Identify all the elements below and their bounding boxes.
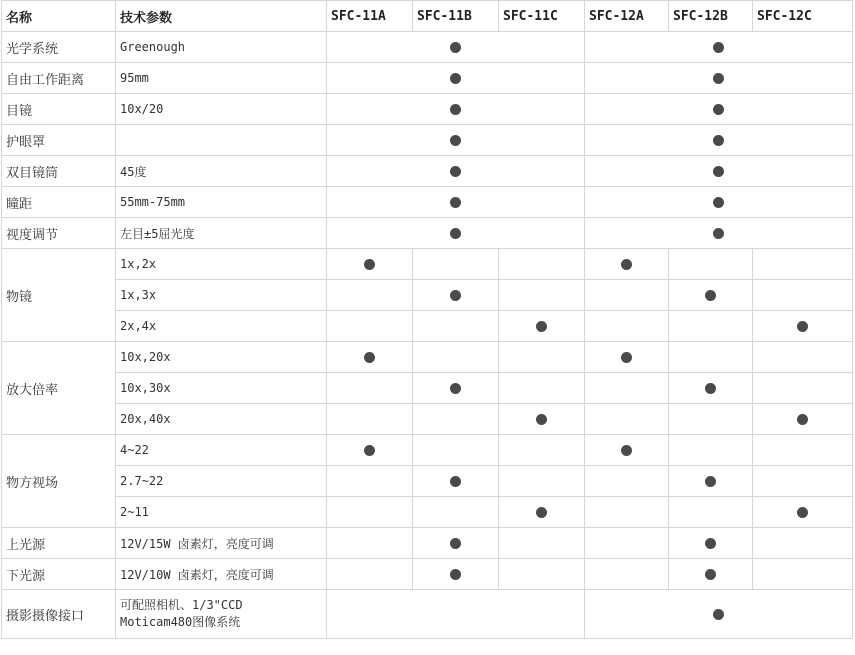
dot-icon xyxy=(364,352,375,363)
marker-cell xyxy=(585,187,853,218)
marker-cell xyxy=(585,249,669,280)
marker-cell xyxy=(327,156,585,187)
empty-cell xyxy=(753,559,853,590)
empty-cell xyxy=(669,311,753,342)
header-model: SFC-11B xyxy=(413,1,499,32)
dot-icon xyxy=(713,104,724,115)
row-value: Greenough xyxy=(116,32,327,63)
marker-cell xyxy=(499,404,585,435)
dot-icon xyxy=(536,414,547,425)
table-row xyxy=(2,590,853,639)
empty-cell xyxy=(327,280,413,311)
table-row xyxy=(2,249,853,280)
empty-cell xyxy=(327,373,413,404)
row-value: 55mm-75mm xyxy=(116,187,327,218)
empty-cell xyxy=(669,342,753,373)
row-value: 1x,3x xyxy=(116,280,327,311)
marker-cell xyxy=(585,342,669,373)
empty-cell xyxy=(585,311,669,342)
row-value: 2.7~22 xyxy=(116,466,327,497)
row-name: 上光源 xyxy=(2,528,116,559)
empty-cell xyxy=(585,559,669,590)
dot-icon xyxy=(450,197,461,208)
header-name: 名称 xyxy=(2,1,116,32)
marker-cell xyxy=(413,559,499,590)
marker-cell xyxy=(413,280,499,311)
table-row xyxy=(2,497,853,528)
dot-icon xyxy=(450,104,461,115)
table-row xyxy=(2,94,853,125)
dot-icon xyxy=(621,259,632,270)
marker-cell xyxy=(327,187,585,218)
empty-cell xyxy=(499,435,585,466)
row-name: 自由工作距离 xyxy=(2,63,116,94)
table-row xyxy=(2,156,853,187)
empty-cell xyxy=(585,373,669,404)
empty-cell xyxy=(327,466,413,497)
empty-cell xyxy=(585,404,669,435)
dot-icon xyxy=(450,228,461,239)
empty-cell xyxy=(753,249,853,280)
row-value: 95mm xyxy=(116,63,327,94)
dot-icon xyxy=(713,135,724,146)
header-model: SFC-12A xyxy=(585,1,669,32)
row-name: 瞳距 xyxy=(2,187,116,218)
dot-icon xyxy=(713,197,724,208)
spec-table xyxy=(1,0,853,639)
marker-cell xyxy=(669,559,753,590)
row-value: 45度 xyxy=(116,156,327,187)
empty-cell xyxy=(413,311,499,342)
empty-cell xyxy=(753,342,853,373)
marker-cell xyxy=(413,373,499,404)
row-name: 下光源 xyxy=(2,559,116,590)
marker-cell xyxy=(585,590,853,639)
empty-cell xyxy=(753,435,853,466)
dot-icon xyxy=(713,73,724,84)
dot-icon xyxy=(450,538,461,549)
dot-icon xyxy=(713,166,724,177)
dot-icon xyxy=(713,609,724,620)
empty-cell xyxy=(413,497,499,528)
table-row xyxy=(2,280,853,311)
marker-cell xyxy=(753,404,853,435)
table-row xyxy=(2,63,853,94)
dot-icon xyxy=(621,352,632,363)
empty-cell xyxy=(413,435,499,466)
marker-cell xyxy=(327,63,585,94)
empty-cell xyxy=(753,528,853,559)
row-name: 物镜 xyxy=(2,249,116,342)
table-row xyxy=(2,404,853,435)
row-value: 20x,40x xyxy=(116,404,327,435)
empty-cell xyxy=(585,280,669,311)
dot-icon xyxy=(536,321,547,332)
dot-icon xyxy=(450,383,461,394)
empty-cell xyxy=(499,249,585,280)
dot-icon xyxy=(713,42,724,53)
empty-cell xyxy=(327,590,585,639)
dot-icon xyxy=(450,569,461,580)
row-value: 10x,20x xyxy=(116,342,327,373)
row-name: 放大倍率 xyxy=(2,342,116,435)
row-name: 视度调节 xyxy=(2,218,116,249)
empty-cell xyxy=(585,497,669,528)
marker-cell xyxy=(327,249,413,280)
marker-cell xyxy=(413,528,499,559)
dot-icon xyxy=(797,414,808,425)
marker-cell xyxy=(669,373,753,404)
row-value: 1x,2x xyxy=(116,249,327,280)
empty-cell xyxy=(327,404,413,435)
table-row xyxy=(2,373,853,404)
dot-icon xyxy=(621,445,632,456)
dot-icon xyxy=(705,476,716,487)
empty-cell xyxy=(413,342,499,373)
empty-cell xyxy=(499,280,585,311)
empty-cell xyxy=(327,528,413,559)
dot-icon xyxy=(705,538,716,549)
dot-icon xyxy=(450,73,461,84)
row-name: 护眼罩 xyxy=(2,125,116,156)
marker-cell xyxy=(327,342,413,373)
marker-cell xyxy=(753,311,853,342)
dot-icon xyxy=(713,228,724,239)
table-row xyxy=(2,528,853,559)
dot-icon xyxy=(705,569,716,580)
row-value: 12V/10W 卤素灯，亮度可调 xyxy=(116,559,327,590)
empty-cell xyxy=(669,404,753,435)
row-value: 10x,30x xyxy=(116,373,327,404)
row-value: 4~22 xyxy=(116,435,327,466)
empty-cell xyxy=(585,528,669,559)
empty-cell xyxy=(669,497,753,528)
table-row xyxy=(2,125,853,156)
row-value xyxy=(116,590,327,639)
row-value: 12V/15W 卤素灯，亮度可调 xyxy=(116,528,327,559)
camera-line-2: Moticam480图像系统 xyxy=(120,615,241,629)
dot-icon xyxy=(364,445,375,456)
empty-cell xyxy=(499,559,585,590)
marker-cell xyxy=(413,466,499,497)
dot-icon xyxy=(797,507,808,518)
row-value: 2~11 xyxy=(116,497,327,528)
marker-cell xyxy=(669,466,753,497)
marker-cell xyxy=(585,435,669,466)
marker-cell xyxy=(753,497,853,528)
marker-cell xyxy=(327,435,413,466)
marker-cell xyxy=(327,32,585,63)
empty-cell xyxy=(413,249,499,280)
dot-icon xyxy=(536,507,547,518)
row-name: 双目镜筒 xyxy=(2,156,116,187)
dot-icon xyxy=(797,321,808,332)
marker-cell xyxy=(585,32,853,63)
empty-cell xyxy=(585,466,669,497)
dot-icon xyxy=(450,42,461,53)
marker-cell xyxy=(327,94,585,125)
marker-cell xyxy=(585,63,853,94)
dot-icon xyxy=(705,383,716,394)
table-row xyxy=(2,435,853,466)
empty-cell xyxy=(499,466,585,497)
header-model: SFC-12C xyxy=(753,1,853,32)
marker-cell xyxy=(669,528,753,559)
empty-cell xyxy=(499,342,585,373)
row-name: 摄影摄像接口 xyxy=(2,590,116,639)
marker-cell xyxy=(327,125,585,156)
empty-cell xyxy=(753,373,853,404)
row-name: 目镜 xyxy=(2,94,116,125)
table-row xyxy=(2,187,853,218)
header-model: SFC-11A xyxy=(327,1,413,32)
dot-icon xyxy=(450,290,461,301)
dot-icon xyxy=(364,259,375,270)
marker-cell xyxy=(499,497,585,528)
dot-icon xyxy=(450,476,461,487)
empty-cell xyxy=(669,435,753,466)
row-name: 物方视场 xyxy=(2,435,116,528)
table-row xyxy=(2,342,853,373)
table-row xyxy=(2,466,853,497)
row-value: 2x,4x xyxy=(116,311,327,342)
camera-line-1: 可配照相机、1/3"CCD xyxy=(120,598,243,612)
marker-cell xyxy=(669,280,753,311)
dot-icon xyxy=(450,135,461,146)
empty-cell xyxy=(413,404,499,435)
dot-icon xyxy=(705,290,716,301)
marker-cell xyxy=(499,311,585,342)
row-value: 左目±5屈光度 xyxy=(116,218,327,249)
row-name: 光学系统 xyxy=(2,32,116,63)
empty-cell xyxy=(753,466,853,497)
table-row xyxy=(2,218,853,249)
empty-cell xyxy=(499,528,585,559)
table-row xyxy=(2,32,853,63)
empty-cell xyxy=(327,311,413,342)
empty-cell xyxy=(499,373,585,404)
table-row xyxy=(2,559,853,590)
marker-cell xyxy=(327,218,585,249)
row-value: 10x/20 xyxy=(116,94,327,125)
row-value xyxy=(116,125,327,156)
header-model: SFC-11C xyxy=(499,1,585,32)
header-row xyxy=(2,1,853,32)
marker-cell xyxy=(585,125,853,156)
empty-cell xyxy=(327,497,413,528)
empty-cell xyxy=(327,559,413,590)
marker-cell xyxy=(585,218,853,249)
table-row xyxy=(2,311,853,342)
dot-icon xyxy=(450,166,461,177)
empty-cell xyxy=(753,280,853,311)
marker-cell xyxy=(585,94,853,125)
empty-cell xyxy=(669,249,753,280)
header-param: 技术参数 xyxy=(116,1,327,32)
marker-cell xyxy=(585,156,853,187)
header-model: SFC-12B xyxy=(669,1,753,32)
